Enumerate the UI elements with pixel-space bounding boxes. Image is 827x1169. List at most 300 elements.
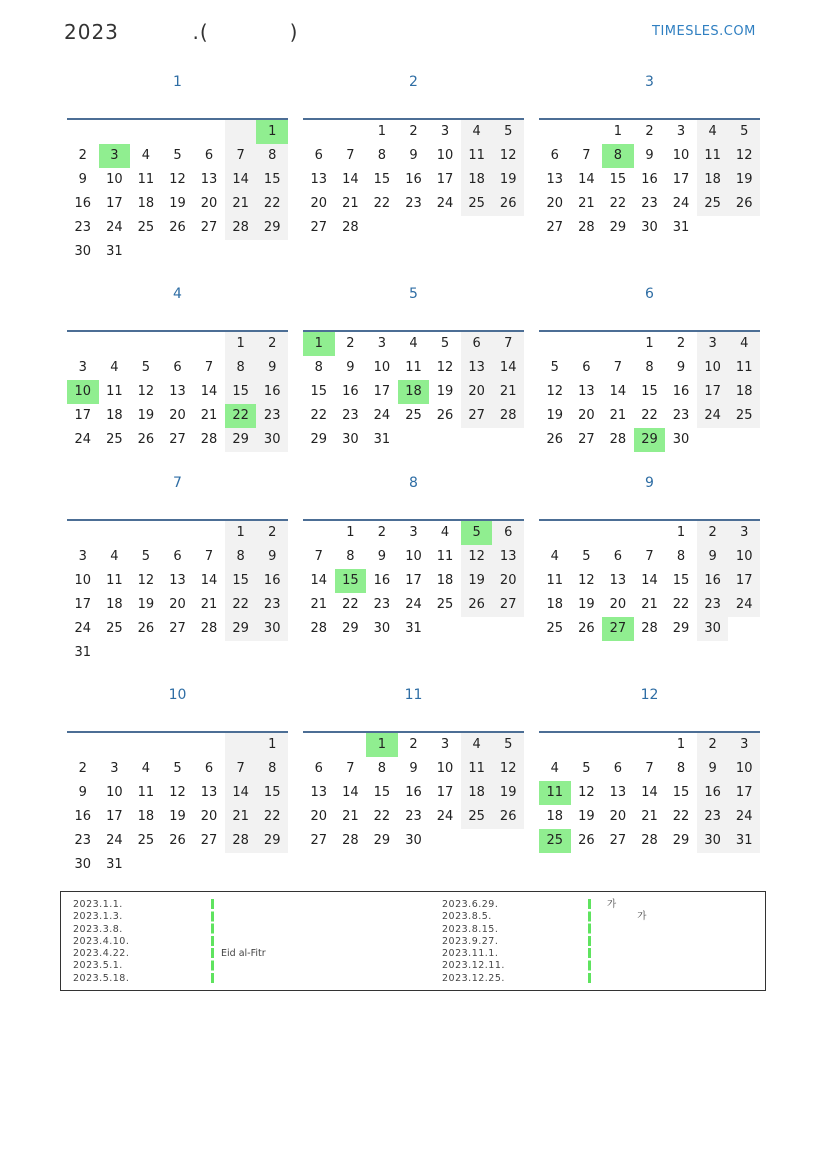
day-cell[interactable]: 5 [141, 360, 151, 375]
day-cell[interactable]: 26 [546, 432, 564, 447]
day-cell[interactable]: 3 [440, 737, 450, 752]
day-cell[interactable]: 13 [169, 573, 186, 588]
day-cell[interactable]: 25 [137, 220, 155, 235]
day-cell[interactable]: 23 [405, 809, 422, 824]
day-cell[interactable]: 4 [728, 332, 760, 356]
day-cell[interactable]: 16 [342, 384, 359, 399]
day-cell[interactable]: 21 [492, 380, 524, 404]
day-cell[interactable]: 30 [342, 432, 359, 447]
day-cell[interactable]: 28 [578, 220, 595, 235]
day-cell[interactable]: 28 [641, 833, 658, 848]
day-cell[interactable]: 12 [578, 785, 595, 800]
day-cell[interactable]: 30 [256, 617, 288, 641]
day-cell[interactable]: 12 [492, 757, 524, 781]
day-cell[interactable]: 25 [728, 404, 760, 428]
day-cell[interactable]: 4 [697, 120, 729, 144]
day-cell[interactable]: 28 [342, 220, 359, 235]
day-cell[interactable]: 22 [641, 408, 658, 423]
day-cell[interactable]: 13 [461, 356, 493, 380]
day-cell[interactable]: 15 [609, 172, 627, 187]
day-cell[interactable]: 21 [641, 809, 658, 824]
day-cell[interactable]: 14 [641, 573, 658, 588]
day-cell[interactable]: 21 [342, 196, 359, 211]
day-cell[interactable]: 20 [169, 597, 186, 612]
day-cell[interactable]: 25 [106, 621, 123, 636]
day-cell[interactable]: 24 [728, 593, 760, 617]
day-cell[interactable]: 28 [225, 216, 257, 240]
day-cell[interactable]: 21 [225, 805, 257, 829]
day-cell[interactable]: 22 [609, 196, 627, 211]
day-cell[interactable]: 28 [492, 404, 524, 428]
day-cell[interactable]: 25 [405, 408, 422, 423]
day-cell[interactable]: 14 [200, 384, 218, 399]
day-cell[interactable]: 22 [672, 809, 690, 824]
day-cell[interactable]: 5 [173, 148, 182, 163]
day-cell[interactable]: 18 [137, 809, 155, 824]
day-cell[interactable]: 11 [728, 356, 760, 380]
day-cell[interactable]: 13 [609, 785, 627, 800]
day-cell[interactable]: 24 [672, 196, 690, 211]
day-cell[interactable]: 30 [697, 829, 729, 853]
day-cell[interactable]: 6 [492, 521, 524, 545]
day-cell[interactable]: 10 [728, 757, 760, 781]
day-cell[interactable]: 18 [546, 809, 564, 824]
day-cell[interactable]: 18 [398, 380, 430, 404]
day-cell[interactable]: 13 [492, 545, 524, 569]
day-cell[interactable]: 29 [342, 621, 359, 636]
day-cell[interactable]: 29 [634, 428, 666, 452]
day-cell[interactable]: 10 [436, 148, 454, 163]
day-cell[interactable]: 3 [110, 761, 119, 776]
day-cell[interactable]: 24 [106, 220, 123, 235]
day-cell[interactable]: 2 [256, 332, 288, 356]
day-cell[interactable]: 27 [200, 833, 218, 848]
day-cell[interactable]: 16 [74, 196, 92, 211]
day-cell[interactable]: 11 [461, 144, 493, 168]
day-cell[interactable]: 26 [461, 593, 493, 617]
day-cell[interactable]: 7 [314, 549, 323, 564]
day-cell[interactable]: 12 [492, 144, 524, 168]
day-cell[interactable]: 27 [492, 593, 524, 617]
day-cell[interactable]: 26 [169, 220, 186, 235]
day-cell[interactable]: 31 [373, 432, 391, 447]
day-cell[interactable]: 24 [74, 621, 92, 636]
day-cell[interactable]: 22 [225, 404, 257, 428]
day-cell[interactable]: 4 [550, 549, 559, 564]
day-cell[interactable]: 12 [169, 172, 186, 187]
day-cell[interactable]: 16 [373, 573, 391, 588]
day-cell[interactable]: 20 [492, 569, 524, 593]
day-cell[interactable]: 28 [609, 432, 627, 447]
day-cell[interactable]: 2 [256, 521, 288, 545]
day-cell[interactable]: 19 [492, 781, 524, 805]
day-cell[interactable]: 25 [697, 192, 729, 216]
day-cell[interactable]: 29 [672, 833, 690, 848]
day-cell[interactable]: 5 [728, 120, 760, 144]
day-cell[interactable]: 21 [200, 597, 218, 612]
day-cell[interactable]: 27 [310, 220, 328, 235]
day-cell[interactable]: 19 [461, 569, 493, 593]
day-cell[interactable]: 26 [137, 432, 155, 447]
day-cell[interactable]: 10 [436, 761, 454, 776]
day-cell[interactable]: 29 [225, 617, 257, 641]
day-cell[interactable]: 27 [169, 432, 186, 447]
day-cell[interactable]: 15 [225, 569, 257, 593]
day-cell[interactable]: 23 [697, 805, 729, 829]
day-cell[interactable]: 13 [609, 573, 627, 588]
day-cell[interactable]: 8 [377, 148, 387, 163]
day-cell[interactable]: 19 [578, 809, 595, 824]
day-cell[interactable]: 3 [99, 144, 131, 168]
day-cell[interactable]: 7 [492, 332, 524, 356]
day-cell[interactable]: 15 [256, 168, 288, 192]
day-cell[interactable]: 29 [373, 833, 391, 848]
day-cell[interactable]: 18 [436, 573, 454, 588]
day-cell[interactable]: 27 [310, 833, 328, 848]
day-cell[interactable]: 9 [256, 545, 288, 569]
day-cell[interactable]: 25 [461, 192, 493, 216]
day-cell[interactable]: 18 [461, 168, 493, 192]
day-cell[interactable]: 4 [461, 733, 493, 757]
day-cell[interactable]: 2 [78, 148, 87, 163]
day-cell[interactable]: 26 [578, 621, 595, 636]
day-cell[interactable]: 17 [106, 809, 123, 824]
day-cell[interactable]: 2 [377, 525, 387, 540]
day-cell[interactable]: 2 [697, 521, 729, 545]
day-cell[interactable]: 1 [676, 525, 686, 540]
day-cell[interactable]: 16 [405, 785, 422, 800]
day-cell[interactable]: 8 [346, 549, 355, 564]
day-cell[interactable]: 23 [641, 196, 658, 211]
day-cell[interactable]: 22 [373, 809, 391, 824]
day-cell[interactable]: 22 [256, 192, 288, 216]
day-cell[interactable]: 5 [173, 761, 182, 776]
day-cell[interactable]: 2 [346, 336, 355, 351]
day-cell[interactable]: 15 [310, 384, 328, 399]
day-cell[interactable]: 30 [641, 220, 658, 235]
day-cell[interactable]: 26 [492, 805, 524, 829]
day-cell[interactable]: 4 [409, 336, 418, 351]
day-cell[interactable]: 11 [546, 573, 564, 588]
day-cell[interactable]: 30 [256, 428, 288, 452]
day-cell[interactable]: 24 [728, 805, 760, 829]
day-cell[interactable]: 23 [74, 833, 92, 848]
day-cell[interactable]: 20 [609, 809, 627, 824]
day-cell[interactable]: 24 [405, 597, 422, 612]
day-cell[interactable]: 14 [609, 384, 627, 399]
day-cell[interactable]: 10 [728, 545, 760, 569]
day-cell[interactable]: 28 [200, 432, 218, 447]
day-cell[interactable]: 17 [373, 384, 391, 399]
day-cell[interactable]: 4 [550, 761, 559, 776]
day-cell[interactable]: 10 [106, 785, 123, 800]
day-cell[interactable]: 5 [461, 521, 493, 545]
day-cell[interactable]: 13 [310, 785, 328, 800]
day-cell[interactable]: 4 [141, 148, 151, 163]
day-cell[interactable]: 12 [461, 545, 493, 569]
day-cell[interactable]: 12 [728, 144, 760, 168]
day-cell[interactable]: 23 [74, 220, 92, 235]
day-cell[interactable]: 21 [578, 196, 595, 211]
day-cell[interactable]: 11 [137, 172, 155, 187]
day-cell[interactable]: 17 [436, 785, 454, 800]
day-cell[interactable]: 7 [645, 761, 654, 776]
day-cell[interactable]: 16 [405, 172, 422, 187]
day-cell[interactable]: 9 [697, 757, 729, 781]
day-cell[interactable]: 8 [225, 545, 257, 569]
day-cell[interactable]: 20 [609, 597, 627, 612]
day-cell[interactable]: 18 [728, 380, 760, 404]
day-cell[interactable]: 12 [169, 785, 186, 800]
day-cell[interactable]: 17 [728, 569, 760, 593]
day-cell[interactable]: 7 [582, 148, 591, 163]
day-cell[interactable]: 27 [578, 432, 595, 447]
day-cell[interactable]: 19 [436, 384, 454, 399]
day-cell[interactable]: 6 [173, 549, 182, 564]
day-cell[interactable]: 19 [728, 168, 760, 192]
day-cell[interactable]: 6 [550, 148, 559, 163]
day-cell[interactable]: 3 [697, 332, 729, 356]
day-cell[interactable]: 27 [169, 621, 186, 636]
day-cell[interactable]: 1 [225, 521, 257, 545]
day-cell[interactable]: 10 [67, 380, 99, 404]
day-cell[interactable]: 10 [373, 360, 391, 375]
day-cell[interactable]: 27 [200, 220, 218, 235]
day-cell[interactable]: 15 [672, 785, 690, 800]
day-cell[interactable]: 20 [200, 196, 218, 211]
day-cell[interactable]: 28 [225, 829, 257, 853]
day-cell[interactable]: 24 [106, 833, 123, 848]
day-cell[interactable]: 3 [676, 124, 686, 139]
day-cell[interactable]: 19 [169, 196, 186, 211]
day-cell[interactable]: 5 [141, 549, 151, 564]
day-cell[interactable]: 18 [137, 196, 155, 211]
day-cell[interactable]: 21 [310, 597, 328, 612]
day-cell[interactable]: 14 [310, 573, 328, 588]
day-cell[interactable]: 2 [676, 336, 686, 351]
day-cell[interactable]: 6 [613, 549, 623, 564]
day-cell[interactable]: 25 [436, 597, 454, 612]
day-cell[interactable]: 7 [346, 148, 355, 163]
day-cell[interactable]: 7 [204, 360, 214, 375]
day-cell[interactable]: 21 [225, 192, 257, 216]
day-cell[interactable]: 26 [492, 192, 524, 216]
day-cell[interactable]: 23 [256, 593, 288, 617]
day-cell[interactable]: 16 [672, 384, 690, 399]
day-cell[interactable]: 8 [377, 761, 387, 776]
day-cell[interactable]: 20 [310, 809, 328, 824]
day-cell[interactable]: 10 [672, 148, 690, 163]
day-cell[interactable]: 27 [602, 617, 634, 641]
day-cell[interactable]: 26 [728, 192, 760, 216]
day-cell[interactable]: 27 [461, 404, 493, 428]
day-cell[interactable]: 26 [169, 833, 186, 848]
day-cell[interactable]: 19 [578, 597, 595, 612]
day-cell[interactable]: 24 [74, 432, 92, 447]
day-cell[interactable]: 28 [310, 621, 328, 636]
day-cell[interactable]: 23 [256, 404, 288, 428]
day-cell[interactable]: 11 [137, 785, 155, 800]
day-cell[interactable]: 18 [461, 781, 493, 805]
day-cell[interactable]: 6 [204, 761, 214, 776]
day-cell[interactable]: 31 [405, 621, 422, 636]
day-cell[interactable]: 8 [256, 757, 288, 781]
day-cell[interactable]: 5 [582, 761, 591, 776]
day-cell[interactable]: 15 [373, 172, 391, 187]
day-cell[interactable]: 10 [106, 172, 123, 187]
day-cell[interactable]: 27 [546, 220, 564, 235]
day-cell[interactable]: 29 [225, 428, 257, 452]
day-cell[interactable]: 23 [405, 196, 422, 211]
day-cell[interactable]: 18 [106, 597, 123, 612]
day-cell[interactable]: 8 [256, 144, 288, 168]
day-cell[interactable]: 8 [602, 144, 634, 168]
day-cell[interactable]: 10 [74, 573, 92, 588]
day-cell[interactable]: 18 [697, 168, 729, 192]
day-cell[interactable]: 11 [106, 384, 123, 399]
day-cell[interactable]: 3 [78, 549, 87, 564]
day-cell[interactable]: 19 [137, 597, 155, 612]
day-cell[interactable]: 11 [539, 781, 571, 805]
day-cell[interactable]: 22 [225, 593, 257, 617]
day-cell[interactable]: 7 [645, 549, 654, 564]
day-cell[interactable]: 15 [641, 384, 658, 399]
day-cell[interactable]: 16 [697, 781, 729, 805]
day-cell[interactable]: 3 [728, 521, 760, 545]
day-cell[interactable]: 22 [672, 597, 690, 612]
day-cell[interactable]: 25 [137, 833, 155, 848]
day-cell[interactable]: 27 [609, 833, 627, 848]
day-cell[interactable]: 8 [314, 360, 323, 375]
day-cell[interactable]: 30 [373, 621, 391, 636]
day-cell[interactable]: 17 [74, 597, 92, 612]
day-cell[interactable]: 17 [106, 196, 123, 211]
day-cell[interactable]: 29 [672, 621, 690, 636]
day-cell[interactable]: 19 [546, 408, 564, 423]
day-cell[interactable]: 31 [106, 244, 123, 259]
day-cell[interactable]: 7 [613, 360, 623, 375]
day-cell[interactable]: 23 [342, 408, 359, 423]
day-cell[interactable]: 21 [342, 809, 359, 824]
day-cell[interactable]: 16 [641, 172, 658, 187]
day-cell[interactable]: 10 [405, 549, 422, 564]
day-cell[interactable]: 24 [697, 404, 729, 428]
day-cell[interactable]: 19 [137, 408, 155, 423]
day-cell[interactable]: 20 [461, 380, 493, 404]
day-cell[interactable]: 11 [436, 549, 454, 564]
day-cell[interactable]: 24 [436, 809, 454, 824]
day-cell[interactable]: 4 [440, 525, 450, 540]
day-cell[interactable]: 21 [609, 408, 627, 423]
day-cell[interactable]: 6 [314, 148, 323, 163]
day-cell[interactable]: 17 [697, 380, 729, 404]
day-cell[interactable]: 14 [641, 785, 658, 800]
day-cell[interactable]: 16 [697, 569, 729, 593]
day-cell[interactable]: 14 [200, 573, 218, 588]
day-cell[interactable]: 14 [342, 172, 359, 187]
day-cell[interactable]: 13 [578, 384, 595, 399]
day-cell[interactable]: 8 [676, 761, 686, 776]
day-cell[interactable]: 19 [169, 809, 186, 824]
day-cell[interactable]: 13 [310, 172, 328, 187]
day-cell[interactable]: 18 [106, 408, 123, 423]
day-cell[interactable]: 8 [225, 356, 257, 380]
day-cell[interactable]: 14 [342, 785, 359, 800]
day-cell[interactable]: 5 [492, 120, 524, 144]
day-cell[interactable]: 31 [74, 645, 92, 660]
day-cell[interactable]: 25 [461, 805, 493, 829]
day-cell[interactable]: 13 [200, 172, 218, 187]
day-cell[interactable]: 12 [546, 384, 564, 399]
day-cell[interactable]: 28 [200, 621, 218, 636]
day-cell[interactable]: 25 [539, 829, 571, 853]
day-cell[interactable]: 4 [110, 360, 119, 375]
day-cell[interactable]: 13 [546, 172, 564, 187]
day-cell[interactable]: 31 [728, 829, 760, 853]
day-cell[interactable]: 22 [373, 196, 391, 211]
day-cell[interactable]: 12 [137, 573, 155, 588]
day-cell[interactable]: 6 [173, 360, 182, 375]
day-cell[interactable]: 20 [546, 196, 564, 211]
day-cell[interactable]: 30 [74, 857, 92, 872]
day-cell[interactable]: 5 [550, 360, 559, 375]
day-cell[interactable]: 24 [373, 408, 391, 423]
day-cell[interactable]: 25 [106, 432, 123, 447]
day-cell[interactable]: 26 [578, 833, 595, 848]
day-cell[interactable]: 17 [405, 573, 422, 588]
day-cell[interactable]: 14 [492, 356, 524, 380]
day-cell[interactable]: 29 [310, 432, 328, 447]
day-cell[interactable]: 2 [409, 124, 418, 139]
day-cell[interactable]: 15 [335, 569, 367, 593]
day-cell[interactable]: 9 [256, 356, 288, 380]
day-cell[interactable]: 20 [578, 408, 595, 423]
day-cell[interactable]: 20 [310, 196, 328, 211]
day-cell[interactable]: 20 [169, 408, 186, 423]
day-cell[interactable]: 7 [346, 761, 355, 776]
day-cell[interactable]: 24 [436, 196, 454, 211]
day-cell[interactable]: 6 [582, 360, 591, 375]
day-cell[interactable]: 2 [697, 733, 729, 757]
day-cell[interactable]: 3 [409, 525, 418, 540]
day-cell[interactable]: 14 [225, 168, 257, 192]
day-cell[interactable]: 13 [200, 785, 218, 800]
day-cell[interactable]: 8 [645, 360, 654, 375]
day-cell[interactable]: 14 [225, 781, 257, 805]
day-cell[interactable]: 1 [645, 336, 654, 351]
day-cell[interactable]: 17 [74, 408, 92, 423]
day-cell[interactable]: 4 [110, 549, 119, 564]
day-cell[interactable]: 9 [377, 549, 387, 564]
day-cell[interactable]: 7 [204, 549, 214, 564]
day-cell[interactable]: 22 [256, 805, 288, 829]
day-cell[interactable]: 23 [672, 408, 690, 423]
site-logo[interactable]: TIMESLES.COM [652, 24, 756, 39]
day-cell[interactable]: 1 [303, 332, 335, 356]
day-cell[interactable]: 11 [106, 573, 123, 588]
day-cell[interactable]: 16 [256, 569, 288, 593]
day-cell[interactable]: 20 [200, 809, 218, 824]
day-cell[interactable]: 28 [641, 621, 658, 636]
day-cell[interactable]: 17 [728, 781, 760, 805]
day-cell[interactable]: 1 [256, 120, 288, 144]
day-cell[interactable]: 1 [613, 124, 623, 139]
day-cell[interactable]: 16 [256, 380, 288, 404]
day-cell[interactable]: 28 [342, 833, 359, 848]
day-cell[interactable]: 9 [645, 148, 654, 163]
day-cell[interactable]: 9 [78, 785, 87, 800]
day-cell[interactable]: 4 [141, 761, 151, 776]
